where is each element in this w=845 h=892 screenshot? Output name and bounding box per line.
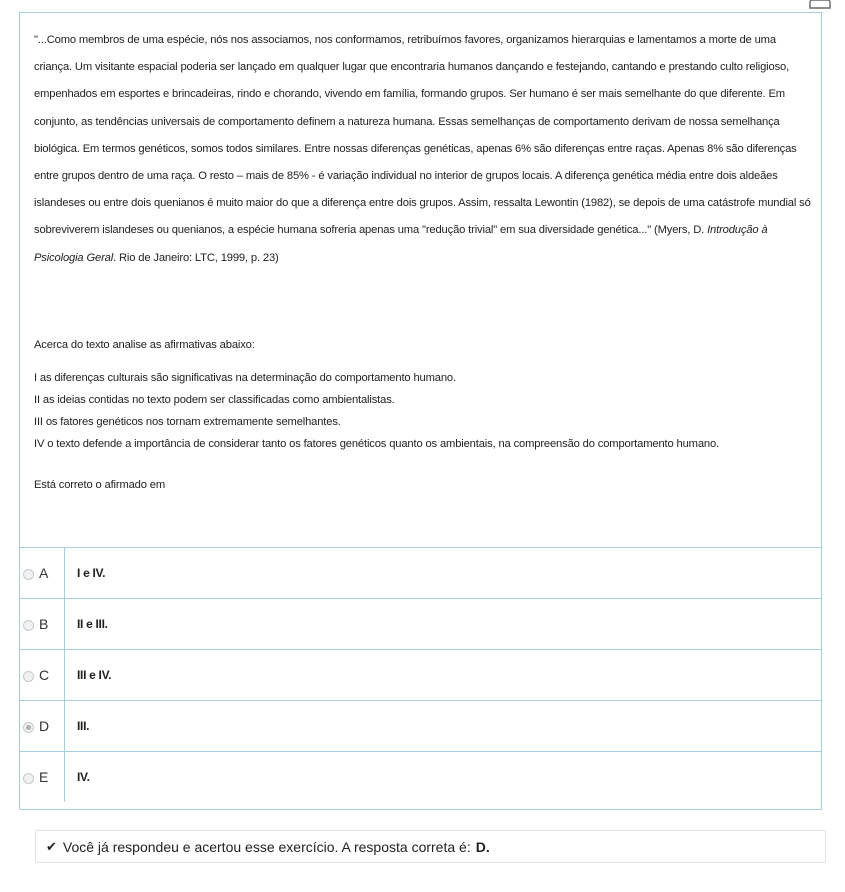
question-statement [20,13,821,499]
option-a[interactable] [20,547,821,598]
correct-answer: D. [475,838,490,855]
option-text: II e III. [77,617,108,631]
radio-b[interactable] [23,620,34,631]
radio-e[interactable] [23,773,34,784]
question-prompt: Acerca do texto analise as afirmativas abaixo: [34,339,255,351]
feedback-banner [35,830,826,863]
question-closing: Está correto o afirmado em [34,479,166,492]
feedback-message: Você já respondeu e acertou esse exercício. A resposta correta é: [62,838,471,855]
statement-iv: IV o texto defende a importância de considerar tanto os fatores genéticos quanto os ambientais, na compreensão do comportamento humano. [34,438,719,451]
option-letter: C [39,667,50,683]
option-text: I e IV. [77,566,106,580]
statement-i: I as diferenças culturais são significativas na determinação do comportamento humano. [34,372,456,385]
option-text: III e IV. [77,668,112,682]
option-text: IV. [77,770,90,784]
printer-icon[interactable] [809,0,831,10]
radio-a[interactable] [23,569,34,580]
statement-iii: III os fatores genéticos nos tornam extremamente semelhantes. [34,416,341,429]
statements-list [34,367,811,455]
statement-ii: II as ideias contidas no texto podem ser classificadas como ambientalistas. [34,394,395,407]
option-letter: B [39,616,49,632]
option-letter: A [39,565,49,581]
options-list [20,547,821,802]
option-letter: D [39,718,50,734]
question-box [19,12,822,810]
option-letter: E [39,769,49,785]
source-title: Introdução à Psicologia Geral [34,224,768,264]
option-e[interactable] [20,751,821,802]
option-text: III. [77,719,90,733]
option-d[interactable] [20,700,821,751]
radio-d[interactable] [23,722,34,733]
quote-text: "...Como membros de uma espécie, nós nos associamos, nos conformamos, retribuímos favores, organizamos hierarquias e lamentamos a morte de uma criança. Um visitante espacial poderia ser lançado em qualquer lugar que encontraria humanos dançando e festejando, cantando e prestando culto religioso, empenhados em esportes e brincadeiras, rindo e chorando, vivendo em família, formando grupos. Ser humano é ser mais semelhante do que diferente. Em conjunto, as tendências universais de comportamento definem a natureza humana. Essas semelhanças de comportamento derivam de nossa semelhança biológica. Em termos genéticos, somos todos similares. Entre nossas diferenças genéticas, apenas 6% são diferenças entre raças. Apenas 8% são diferenças entre grupos dentro de uma raça. O resto – mais de 85% - é variação individual no interior de grupos locais. A diferença genética média entre dois aldeães islandeses ou entre dois quenianos é muito maior do que a diferença entre dois grupos. Assim, ressalta Lewontin (1982), se depois de uma catástrofe mundial só sobreviverem islandeses ou quenianos, a espécie humana sofreria apenas uma "redução trivial" em sua diversidade genética..." (Myers, D. Introdução à Psicologia Geral. Rio de Janeiro: LTC, 1999, p. 23) [34,34,811,264]
option-c[interactable] [20,649,821,700]
radio-c[interactable] [23,671,34,682]
check-icon: ✔ [46,838,57,854]
option-b[interactable] [20,598,821,649]
